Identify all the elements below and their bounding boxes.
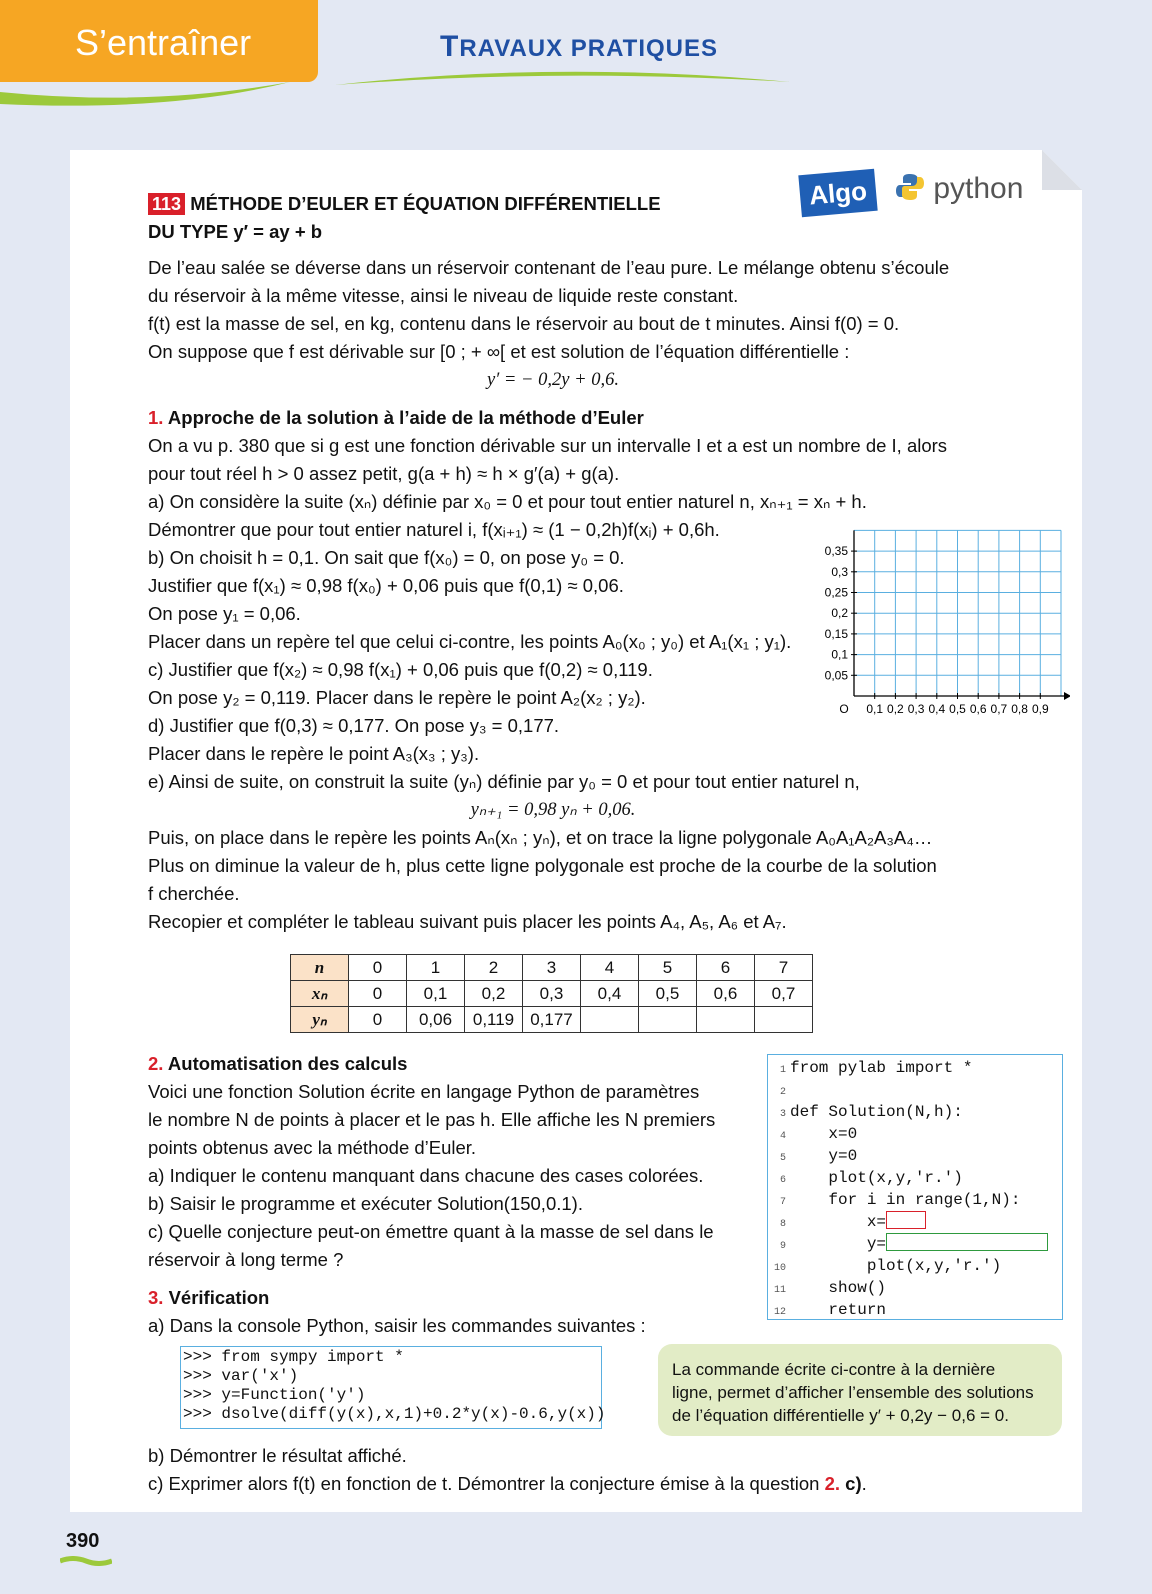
table-cell: 0,6: [697, 981, 755, 1007]
intro-line-3: f(t) est la masse de sel, en kg, contenu dans le réservoir au bout de t minutes. Ainsi f(0) = 0.: [148, 313, 900, 334]
x-tick-label: 0,8: [1011, 702, 1028, 716]
part1-line-1: On a vu p. 380 que si g est une fonction dérivable sur un intervalle I et a est un nombre de I, alors: [148, 435, 948, 456]
code-line: 3 def Solution(N,h):: [779, 1103, 963, 1121]
code-text: x=0: [790, 1125, 858, 1143]
y-tick-label: 0,05: [824, 668, 848, 683]
part3-c-text: c) Exprimer alors f(t) en fonction de t. Démontrer la conjecture émise à la question: [148, 1473, 825, 1494]
part2-line-5: b) Saisir le programme et exécuter Solution(150,0.1).: [148, 1193, 583, 1214]
x-tick-label: 0,3: [907, 702, 925, 716]
table-cell: 0,3: [523, 981, 581, 1007]
exercise-number: 113: [148, 193, 185, 215]
python-code-block: [767, 1054, 1063, 1320]
part3-c-ref-number: 2.: [824, 1473, 841, 1494]
part2-number: 2.: [148, 1053, 164, 1074]
part2-title: Automatisation des calculs: [167, 1053, 408, 1074]
python-console-block: [180, 1346, 606, 1429]
intro-line-2: du réservoir à la même vitesse, ainsi le niveau de liquide reste constant.: [148, 285, 739, 306]
part1-line-13: e) Ainsi de suite, on construit la suite (yₙ) définie par y₀ = 0 et pour tout entier naturel n,: [148, 771, 860, 792]
part3-b: b) Démontrer le résultat affiché.: [148, 1445, 407, 1466]
part1-line-12: Placer dans le repère le point A₃(x₃ ; y₃).: [148, 743, 480, 764]
table-cell: 0,2: [465, 981, 523, 1007]
missing-y-box: [886, 1233, 1048, 1251]
part1-line-10: On pose y₂ = 0,119. Placer dans le repère le point A₂(x₂ ; y₂).: [148, 687, 646, 708]
part2-line-3: points obtenus avec la méthode d’Euler.: [148, 1137, 477, 1158]
python-icon: [895, 172, 925, 202]
row-label-x: xₙ: [291, 981, 349, 1007]
note-line-3: de l’équation différentielle y′ + 0,2y − 0,6 = 0.: [672, 1406, 1009, 1425]
code-text: y=: [790, 1235, 887, 1253]
y-tick-label: 0,35: [824, 544, 848, 559]
code-line: 9 y=: [768, 1233, 1062, 1255]
part1-line-3: a) On considère la suite (xₙ) définie par x₀ = 0 et pour tout entier naturel n, xₙ₊₁ = xₙ + h.: [148, 491, 867, 512]
table-cell: 0,06: [407, 1007, 465, 1033]
section-title-rest: RAVAUX PRATIQUES: [459, 35, 719, 62]
code-text: def Solution(N,h):: [790, 1103, 963, 1121]
exercise-title-line1: MÉTHODE D’EULER ET ÉQUATION DIFFÉRENTIELLE: [190, 193, 661, 214]
code-line: 10 plot(x,y,'r.'): [773, 1257, 1002, 1275]
part3-heading: [148, 1284, 269, 1312]
x-tick-label: 0,7: [990, 702, 1008, 716]
table-cell: 6: [697, 955, 755, 981]
x-axis-arrow: [1064, 692, 1070, 700]
x-tick-label: 0,4: [928, 702, 946, 716]
y-tick-label: 0,15: [824, 626, 848, 641]
origin-label: O: [839, 702, 849, 716]
tab-swoosh-decoration: [0, 62, 320, 107]
python-logo: [895, 172, 1023, 206]
x-tick-label: 0,2: [887, 702, 904, 716]
note-line-1: La commande écrite ci-contre à la dernière: [672, 1360, 996, 1379]
table-row-x: [291, 981, 813, 1007]
part3-c-ref-letter: c): [840, 1473, 862, 1494]
x-tick-label: 0,1: [866, 702, 884, 716]
title-swoosh-decoration: [330, 60, 800, 90]
exercise-title: [148, 190, 661, 246]
row-label-n: n: [291, 955, 349, 981]
x-tick-label: 0,6: [969, 702, 987, 716]
console-line: >>> dsolve(diff(y(x),x,1)+0.2*y(x)-0.6,y(x)): [183, 1405, 606, 1423]
code-line: 8 x=: [768, 1211, 1062, 1233]
table-cell: 2: [465, 955, 523, 981]
part1-heading: [148, 404, 644, 432]
y-tick-label: 0,3: [831, 564, 848, 579]
values-table: [290, 954, 813, 1033]
console-line: >>> y=Function('y'): [183, 1386, 366, 1404]
part2-line-4: a) Indiquer le contenu manquant dans chacune des cases colorées.: [148, 1165, 704, 1186]
part1-line-11: d) Justifier que f(0,3) ≈ 0,177. On pose y₃ = 0,177.: [148, 715, 560, 736]
x-tick-label: 0,5: [949, 702, 966, 716]
part3-c: [148, 1470, 867, 1498]
code-line: 11 show(): [773, 1279, 887, 1297]
y-tick-label: 0,2: [831, 606, 848, 621]
part2-line-2: le nombre N de points à placer et le pas h. Elle affiche les N premiers: [148, 1109, 716, 1130]
code-text: from pylab import *: [790, 1059, 973, 1077]
section-title-initial: T: [440, 30, 460, 63]
code-text: plot(x,y,'r.'): [790, 1169, 963, 1187]
code-line: 4 x=0: [779, 1125, 858, 1143]
part1-line-6: Justifier que f(x₁) ≈ 0,98 f(x₀) + 0,06 puis que f(0,1) ≈ 0,06.: [148, 575, 624, 596]
table-row-n: [291, 955, 813, 981]
differential-equation: y′ = − 0,2y + 0,6.: [487, 370, 619, 390]
part2-heading: [148, 1050, 407, 1078]
x-tick-label: 0,9: [1031, 702, 1049, 716]
code-line: 5 y=0: [779, 1147, 858, 1165]
intro-line-1: De l’eau salée se déverse dans un réservoir contenant de l’eau pure. Le mélange obtenu s’écoule: [148, 257, 950, 278]
table-cell: 4: [581, 955, 639, 981]
code-line: 1 from pylab import *: [779, 1059, 973, 1077]
code-line: 12 return: [773, 1301, 887, 1319]
code-text: plot(x,y,'r.'): [790, 1257, 1002, 1275]
note-line-2: ligne, permet d’afficher l’ensemble des solutions: [672, 1383, 1034, 1402]
intro-line-4: On suppose que f est dérivable sur [0 ; + ∞[ et est solution de l’équation différentielle :: [148, 341, 850, 362]
y-tick-label: 0,25: [824, 585, 848, 600]
y-tick-label: 0,1: [831, 647, 848, 662]
part1-line-9: c) Justifier que f(x₂) ≈ 0,98 f(x₁) + 0,06 puis que f(0,2) ≈ 0,119.: [148, 659, 653, 680]
part1-after-4: Recopier et compléter le tableau suivant puis placer les points A₄, A₅, A₆ et A₇.: [148, 911, 787, 932]
code-line: 2: [779, 1087, 786, 1098]
table-cell: [639, 1007, 697, 1033]
part1-title: Approche de la solution à l’aide de la méthode d’Euler: [167, 407, 644, 428]
table-cell: 7: [755, 955, 813, 981]
part3-number: 3.: [148, 1287, 164, 1308]
table-cell: 1: [407, 955, 465, 981]
part1-line-8: Placer dans un repère tel que celui ci-contre, les points A₀(x₀ ; y₀) et A₁(x₁ ; y₁).: [148, 631, 792, 652]
part1-number: 1.: [148, 407, 164, 428]
part1-after-1: Puis, on place dans le repère les points Aₙ(xₙ ; yₙ), et on trace la ligne polygonale A₀A₁A₂A₃A₄…: [148, 827, 933, 848]
part3-c-end: .: [861, 1473, 867, 1494]
part1-after-2: Plus on diminue la valeur de h, plus cette ligne polygonale est proche de la courbe de la solution: [148, 855, 937, 876]
algo-badge: Algo: [798, 169, 877, 217]
note-box: [658, 1344, 1062, 1436]
page-number: 390: [66, 1530, 100, 1552]
part1-line-4: Démontrer que pour tout entier naturel i, f(xᵢ₊₁) ≈ (1 − 0,2h)f(xᵢ) + 0,6h.: [148, 519, 720, 540]
table-cell: 0: [349, 955, 407, 981]
code-text: show(): [790, 1279, 887, 1297]
row-label-y: yₙ: [291, 1007, 349, 1033]
code-line: 7 for i in range(1,N):: [779, 1191, 1021, 1209]
part2-line-6: c) Quelle conjecture peut-on émettre quant à la masse de sel dans le: [148, 1221, 714, 1242]
section-title: [440, 30, 718, 64]
recurrence-formula: yₙ₊₁ = 0,98 yₙ + 0,06.: [470, 800, 636, 820]
table-cell: [755, 1007, 813, 1033]
table-cell: 0,5: [639, 981, 697, 1007]
page-number-underline: [60, 1556, 112, 1566]
table-cell: 3: [523, 955, 581, 981]
table-cell: 0,4: [581, 981, 639, 1007]
code-text: x=: [790, 1213, 887, 1231]
table-cell: 0,177: [523, 1007, 581, 1033]
table-cell: [581, 1007, 639, 1033]
table-row-y: [291, 1007, 813, 1033]
part2-line-1: Voici une fonction Solution écrite en langage Python de paramètres: [148, 1081, 700, 1102]
code-text: for i in range(1,N):: [790, 1191, 1021, 1209]
part1-line-2: pour tout réel h > 0 assez petit, g(a + h) ≈ h × g′(a) + g(a).: [148, 463, 620, 484]
part1-line-7: On pose y₁ = 0,06.: [148, 603, 301, 624]
table-cell: 5: [639, 955, 697, 981]
console-line: >>> from sympy import *: [183, 1348, 404, 1366]
code-text: y=0: [790, 1147, 858, 1165]
tab-label: S’entraîner: [75, 22, 252, 63]
missing-x-box: [886, 1211, 926, 1229]
code-line: 6 plot(x,y,'r.'): [779, 1169, 963, 1187]
console-line: >>> var('x'): [183, 1367, 299, 1385]
table-cell: 0,119: [465, 1007, 523, 1033]
coordinate-grid: [808, 528, 1070, 718]
table-cell: 0: [349, 981, 407, 1007]
part1-line-5: b) On choisit h = 0,1. On sait que f(x₀) = 0, on pose y₀ = 0.: [148, 547, 625, 568]
part1-after-3: f cherchée.: [148, 883, 240, 904]
table-cell: 0: [349, 1007, 407, 1033]
table-cell: 0,7: [755, 981, 813, 1007]
table-cell: [697, 1007, 755, 1033]
part3-title: Vérification: [168, 1287, 270, 1308]
part3-a: a) Dans la console Python, saisir les commandes suivantes :: [148, 1315, 646, 1336]
table-cell: 0,1: [407, 981, 465, 1007]
python-label: python: [933, 172, 1024, 205]
code-text: return: [790, 1301, 887, 1319]
page-fold-corner: [1042, 150, 1082, 190]
part2-line-7: réservoir à long terme ?: [148, 1249, 344, 1270]
exercise-title-line2: DU TYPE y′ = ay + b: [148, 221, 323, 242]
